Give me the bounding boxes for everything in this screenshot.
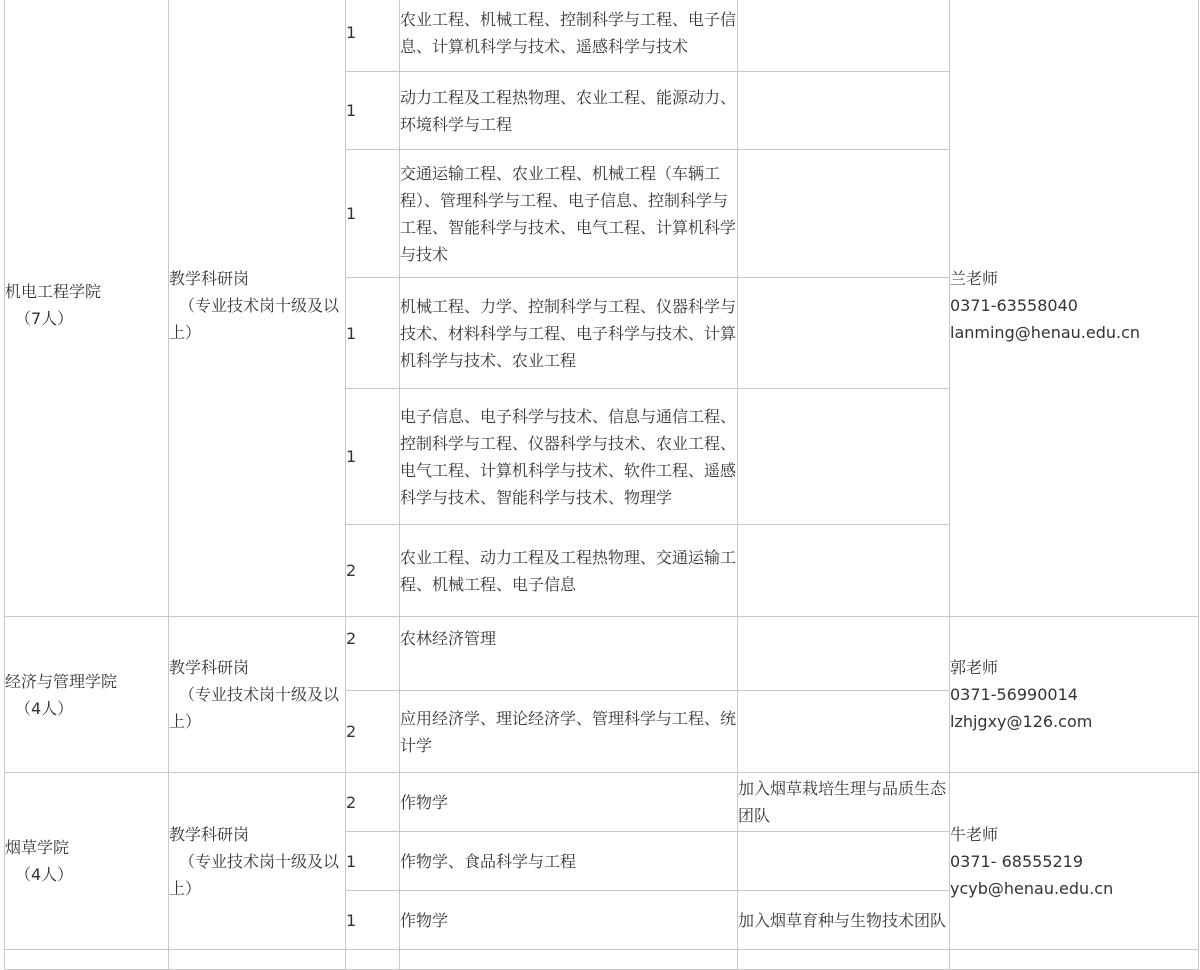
post-name: 教学科研岗 xyxy=(169,658,250,677)
college-cell xyxy=(5,0,169,617)
post-cell xyxy=(169,0,346,617)
post-note: （专业技术岗十级及以上） xyxy=(169,851,340,898)
contact-cell xyxy=(950,617,1199,773)
note-cell: 加入烟草育种与生物技术团队 xyxy=(738,891,950,950)
major-cell: 农林经济管理 xyxy=(400,617,738,691)
college-cell xyxy=(5,617,169,773)
major-cell: 农业工程、动力工程及工程热物理、交通运输工程、机械工程、电子信息 xyxy=(400,525,738,617)
contact-phone: 0371- 68555219 xyxy=(950,851,1084,871)
cell xyxy=(5,950,169,970)
cell xyxy=(400,950,738,970)
contact-phone: 0371-56990014 xyxy=(950,685,1078,704)
note-cell xyxy=(738,691,950,773)
college-count: （4人） xyxy=(15,865,74,884)
contact-phone: 0371-63558040 xyxy=(950,295,1078,315)
college-name: 烟草学院 xyxy=(5,838,70,857)
contact-cell xyxy=(950,773,1199,950)
cell xyxy=(738,950,950,970)
post-name: 教学科研岗 xyxy=(169,268,250,288)
college-count: （4人） xyxy=(15,698,74,718)
major-cell: 作物学、食品科学与工程 xyxy=(400,832,738,891)
cell xyxy=(169,950,346,970)
table-row xyxy=(5,0,1199,72)
contact-email: lzhjgxy@126.com xyxy=(950,712,1093,731)
college-cell xyxy=(5,773,169,950)
college-name: 经济与管理学院 xyxy=(5,671,118,691)
note-cell xyxy=(738,150,950,278)
cell xyxy=(950,950,1199,970)
college-name: 机电工程学院 xyxy=(5,282,102,301)
contact-email: lanming@henau.edu.cn xyxy=(950,322,1141,342)
table-row xyxy=(5,773,1199,832)
contact-name: 兰老师 xyxy=(950,268,999,288)
major-cell: 交通运输工程、农业工程、机械工程（车辆工程）、管理科学与工程、电子信息、控制科学与工程、智能科学与技术、电气工程、计算机科学与技术 xyxy=(400,150,738,278)
note-cell xyxy=(738,617,950,691)
major-cell: 作物学 xyxy=(400,773,738,832)
post-note: （专业技术岗十级及以上） xyxy=(169,685,340,731)
recruitment-table xyxy=(4,0,1199,970)
major-cell: 应用经济学、理论经济学、管理科学与工程、统计学 xyxy=(400,691,738,773)
quota-cell: 1 xyxy=(346,389,400,525)
major-cell: 动力工程及工程热物理、农业工程、能源动力、环境科学与工程 xyxy=(400,72,738,150)
note-cell xyxy=(738,72,950,150)
quota-cell: 2 xyxy=(346,617,400,691)
quota-cell: 1 xyxy=(346,832,400,891)
note-cell xyxy=(738,0,950,72)
major-cell: 农业工程、机械工程、控制科学与工程、电子信息、计算机科学与技术、遥感科学与技术 xyxy=(400,0,738,72)
quota-cell: 2 xyxy=(346,525,400,617)
note-cell: 加入烟草栽培生理与品质生态团队 xyxy=(738,773,950,832)
quota-cell: 1 xyxy=(346,278,400,389)
note-cell xyxy=(738,525,950,617)
note-cell xyxy=(738,389,950,525)
note-cell xyxy=(738,832,950,891)
note-cell xyxy=(738,278,950,389)
cell xyxy=(346,950,400,970)
major-cell: 机械工程、力学、控制科学与工程、仪器科学与技术、材料科学与工程、电子科学与技术、计算机科学与技术、农业工程 xyxy=(400,278,738,389)
table-row xyxy=(5,617,1199,691)
quota-cell: 1 xyxy=(346,150,400,278)
contact-cell xyxy=(950,0,1199,617)
major-cell: 作物学 xyxy=(400,891,738,950)
quota-cell: 2 xyxy=(346,691,400,773)
college-count: （7人） xyxy=(15,309,74,328)
major-cell: 电子信息、电子科学与技术、信息与通信工程、控制科学与工程、仪器科学与技术、农业工程、电气工程、计算机科学与技术、软件工程、遥感科学与技术、智能科学与技术、物理学 xyxy=(400,389,738,525)
contact-email: ycyb@henau.edu.cn xyxy=(950,878,1114,898)
quota-cell: 1 xyxy=(346,0,400,72)
quota-cell: 1 xyxy=(346,72,400,150)
quota-cell: 1 xyxy=(346,891,400,950)
post-note: （专业技术岗十级及以上） xyxy=(169,295,340,342)
contact-name: 牛老师 xyxy=(950,824,999,844)
post-cell xyxy=(169,617,346,773)
post-name: 教学科研岗 xyxy=(169,824,250,844)
post-cell xyxy=(169,773,346,950)
contact-name: 郭老师 xyxy=(950,658,999,677)
quota-cell: 2 xyxy=(346,773,400,832)
table-row xyxy=(5,950,1199,970)
